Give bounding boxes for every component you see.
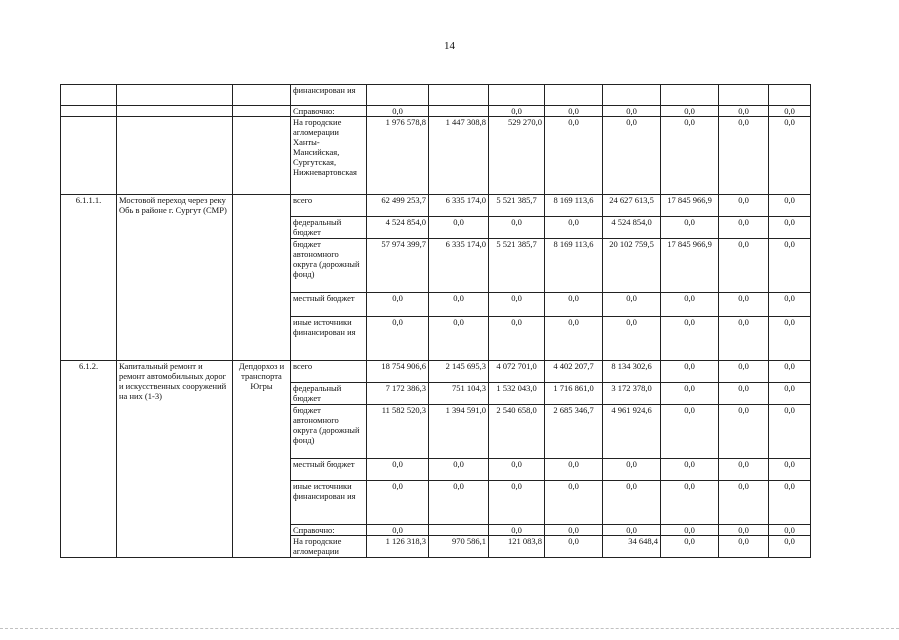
funding-source: местный бюджет (291, 293, 367, 317)
value-cell: 970 586,1 (429, 536, 489, 558)
funding-table (60, 84, 811, 558)
value-cell: 0,0 (719, 293, 769, 317)
value-cell: 0,0 (719, 481, 769, 525)
value-cell: 0,0 (429, 217, 489, 239)
funding-source: федеральный бюджет (291, 217, 367, 239)
value-cell: 0,0 (545, 459, 603, 481)
item-executor (233, 195, 291, 361)
value-cell (429, 525, 489, 536)
funding-source: иные источники финансирован ия (291, 481, 367, 525)
value-cell: 0,0 (769, 525, 811, 536)
item-number: 6.1.2. (61, 361, 117, 558)
funding-source: бюджет автономного округа (дорожный фонд) (291, 239, 367, 293)
value-cell: 6 335 174,0 (429, 239, 489, 293)
value-cell: 0,0 (661, 106, 719, 117)
value-cell: 0,0 (661, 459, 719, 481)
value-cell: 0,0 (603, 117, 661, 195)
funding-source: федеральный бюджет (291, 383, 367, 405)
value-cell: 0,0 (545, 536, 603, 558)
value-cell: 0,0 (719, 361, 769, 383)
value-cell: 24 627 613,5 (603, 195, 661, 217)
value-cell: 0,0 (719, 317, 769, 361)
value-cell: 1 447 308,8 (429, 117, 489, 195)
value-cell: 4 524 854,0 (603, 217, 661, 239)
value-cell: 0,0 (603, 525, 661, 536)
value-cell: 4 072 701,0 (489, 361, 545, 383)
value-cell: 3 172 378,0 (603, 383, 661, 405)
funding-source: Справочно: (291, 525, 367, 536)
funding-source: На городские агломерации (291, 536, 367, 558)
value-cell: 529 270,0 (489, 117, 545, 195)
value-cell: 1 976 578,8 (367, 117, 429, 195)
value-cell: 0,0 (429, 459, 489, 481)
value-cell: 7 172 386,3 (367, 383, 429, 405)
value-cell: 8 169 113,6 (545, 239, 603, 293)
value-cell: 0,0 (769, 239, 811, 293)
value-cell: 751 104,3 (429, 383, 489, 405)
value-cell: 17 845 966,9 (661, 195, 719, 217)
value-cell: 0,0 (661, 481, 719, 525)
value-cell: 0,0 (429, 317, 489, 361)
value-cell: 17 845 966,9 (661, 239, 719, 293)
value-cell: 57 974 399,7 (367, 239, 429, 293)
value-cell: 0,0 (769, 293, 811, 317)
value-cell: 0,0 (545, 217, 603, 239)
value-cell: 0,0 (489, 525, 545, 536)
value-cell: 5 521 385,7 (489, 195, 545, 217)
value-cell: 0,0 (603, 293, 661, 317)
value-cell: 0,0 (603, 317, 661, 361)
value-cell: 1 394 591,0 (429, 405, 489, 459)
value-cell: 1 532 043,0 (489, 383, 545, 405)
value-cell: 0,0 (661, 317, 719, 361)
value-cell: 0,0 (769, 117, 811, 195)
value-cell: 0,0 (769, 405, 811, 459)
value-cell: 0,0 (769, 317, 811, 361)
funding-source: бюджет автономного округа (дорожный фонд) (291, 405, 367, 459)
value-cell: 0,0 (719, 525, 769, 536)
value-cell: 0,0 (661, 383, 719, 405)
value-cell: 0,0 (661, 217, 719, 239)
scan-edge-line (0, 628, 899, 632)
value-cell: 0,0 (603, 459, 661, 481)
value-cell: 0,0 (545, 117, 603, 195)
value-cell: 0,0 (367, 317, 429, 361)
value-cell: 0,0 (489, 459, 545, 481)
value-cell: 0,0 (367, 525, 429, 536)
value-cell: 2 145 695,3 (429, 361, 489, 383)
table-row (61, 195, 811, 217)
funding-source: Справочно: (291, 106, 367, 117)
funding-source: всего (291, 361, 367, 383)
funding-source: всего (291, 195, 367, 217)
funding-source: финансирован ия (291, 85, 367, 106)
value-cell: 8 169 113,6 (545, 195, 603, 217)
value-cell: 0,0 (719, 536, 769, 558)
value-cell: 20 102 759,5 (603, 239, 661, 293)
value-cell: 0,0 (661, 525, 719, 536)
value-cell: 121 083,8 (489, 536, 545, 558)
value-cell: 62 499 253,7 (367, 195, 429, 217)
value-cell: 0,0 (489, 317, 545, 361)
value-cell: 5 521 385,7 (489, 239, 545, 293)
value-cell: 1 126 318,3 (367, 536, 429, 558)
value-cell: 0,0 (545, 525, 603, 536)
value-cell: 0,0 (489, 217, 545, 239)
value-cell: 0,0 (769, 481, 811, 525)
value-cell: 0,0 (719, 459, 769, 481)
table-row (61, 117, 811, 195)
funding-source: На городские агломерации Ханты-Мансийская, Сургутская, Нижневартовская (291, 117, 367, 195)
value-cell: 0,0 (661, 536, 719, 558)
value-cell: 4 524 854,0 (367, 217, 429, 239)
value-cell: 0,0 (545, 481, 603, 525)
value-cell (429, 106, 489, 117)
value-cell: 0,0 (719, 117, 769, 195)
value-cell: 0,0 (769, 217, 811, 239)
table-row (61, 361, 811, 383)
value-cell: 0,0 (367, 106, 429, 117)
value-cell: 1 716 861,0 (545, 383, 603, 405)
value-cell: 0,0 (661, 361, 719, 383)
value-cell: 0,0 (545, 293, 603, 317)
value-cell: 0,0 (603, 481, 661, 525)
item-name: Мостовой переход через реку Обь в районе г. Сургут (СМР) (117, 195, 233, 361)
value-cell: 0,0 (661, 117, 719, 195)
value-cell: 0,0 (545, 106, 603, 117)
value-cell: 2 540 658,0 (489, 405, 545, 459)
value-cell: 0,0 (429, 293, 489, 317)
value-cell: 8 134 302,6 (603, 361, 661, 383)
value-cell: 0,0 (489, 293, 545, 317)
value-cell: 34 648,4 (603, 536, 661, 558)
value-cell: 2 685 346,7 (545, 405, 603, 459)
value-cell: 0,0 (603, 106, 661, 117)
funding-source: местный бюджет (291, 459, 367, 481)
value-cell: 0,0 (769, 536, 811, 558)
value-cell: 4 961 924,6 (603, 405, 661, 459)
value-cell: 0,0 (429, 481, 489, 525)
value-cell: 0,0 (719, 106, 769, 117)
value-cell: 0,0 (661, 293, 719, 317)
value-cell: 0,0 (769, 459, 811, 481)
value-cell: 0,0 (719, 239, 769, 293)
value-cell: 0,0 (489, 106, 545, 117)
item-number: 6.1.1.1. (61, 195, 117, 361)
funding-source: иные источники финансирован ия (291, 317, 367, 361)
value-cell: 0,0 (489, 481, 545, 525)
table-row (61, 106, 811, 117)
value-cell: 0,0 (719, 195, 769, 217)
value-cell: 0,0 (367, 459, 429, 481)
value-cell: 0,0 (545, 317, 603, 361)
value-cell: 11 582 520,3 (367, 405, 429, 459)
value-cell: 18 754 906,6 (367, 361, 429, 383)
page-number: 14 (444, 40, 455, 52)
value-cell: 0,0 (719, 217, 769, 239)
value-cell: 0,0 (769, 106, 811, 117)
value-cell: 0,0 (367, 481, 429, 525)
value-cell: 0,0 (769, 361, 811, 383)
item-executor: Депдорхоз и транспорта Югры (233, 361, 291, 558)
value-cell: 0,0 (367, 293, 429, 317)
value-cell: 0,0 (719, 405, 769, 459)
value-cell: 4 402 207,7 (545, 361, 603, 383)
item-name: Капитальный ремонт и ремонт автомобильных дорог и искусственных сооружений на них (1-3) (117, 361, 233, 558)
value-cell: 0,0 (769, 195, 811, 217)
value-cell: 0,0 (719, 383, 769, 405)
value-cell: 0,0 (769, 383, 811, 405)
table-row (61, 85, 811, 106)
value-cell: 0,0 (661, 405, 719, 459)
value-cell: 6 335 174,0 (429, 195, 489, 217)
